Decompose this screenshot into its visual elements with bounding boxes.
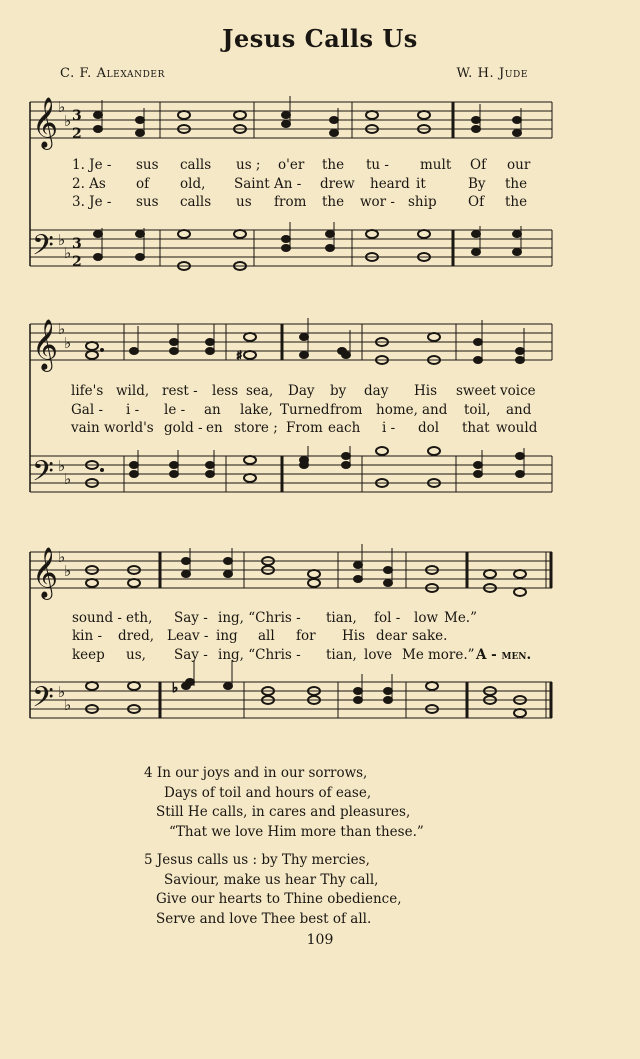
treble-clef-icon: 𝄞 [32,97,59,148]
flat-icon: ♭ [64,696,72,714]
flat-icon: ♭ [172,681,179,696]
flat-icon: ♭ [58,231,66,249]
flat-icon: ♭ [64,562,72,580]
bass-clef-icon: 𝄢 [32,455,54,495]
flat-icon: ♭ [58,320,66,338]
flat-icon: ♭ [64,334,72,352]
flat-icon: ♭ [58,683,66,701]
flat-icon: ♭ [58,457,66,475]
verse-number: 4 [144,765,153,781]
time-signature: 3 [72,236,82,252]
hymn-title: Jesus Calls Us [222,24,418,53]
page-number: 109 [306,932,334,948]
flat-icon: ♭ [58,548,66,566]
flat-icon: ♭ [64,112,72,130]
music-credit: W. H. Jude [456,66,528,81]
bass-clef-icon: 𝄢 [32,229,54,269]
words-credit: C. F. Alexander [60,66,165,81]
time-signature: 2 [72,254,82,270]
time-signature: 3 [72,108,82,124]
treble-clef-icon: 𝄞 [32,547,59,598]
verse-4: 4 In our joys and in our sorrows, Days of toil and hours of ease, Still He calls, in cares and pleasures, “That we love Him more than these.” [144,765,424,840]
bass-clef-icon: 𝄢 [32,681,54,721]
treble-clef-icon: 𝄞 [32,319,59,370]
time-signature: 2 [72,126,82,142]
flat-icon: ♭ [58,98,66,116]
verse-5: 5 Jesus calls us : by Thy mercies, Saviour, make us hear Thy call, Give our hearts to Thine obedience, Serve and love Thee best of all. [144,852,402,927]
verse-number: 5 [144,852,153,868]
sharp-icon: ♯ [236,349,243,364]
notes [94,96,522,270]
flat-icon: ♭ [64,470,72,488]
flat-icon: ♭ [64,244,72,262]
